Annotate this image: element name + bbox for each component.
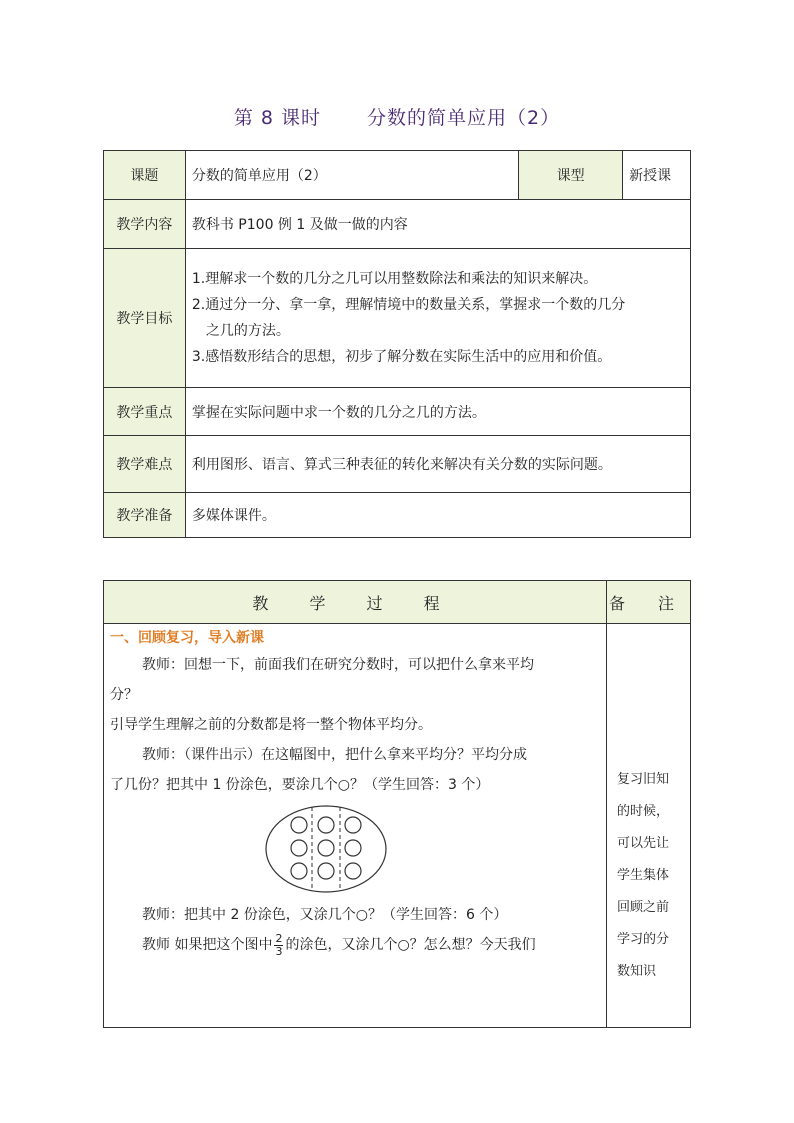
- key-label: 教学重点: [104, 388, 186, 436]
- difficulty-value: 利用图形、语言、算式三种表征的转化来解决有关分数的实际问题。: [185, 436, 690, 493]
- circle-group: [291, 817, 361, 879]
- note-line-1: 复习旧知: [617, 772, 670, 787]
- para-5-after: 的涂色，又涂几个○？怎么想？今天我们: [285, 937, 536, 953]
- type-label: 课型: [519, 151, 623, 200]
- row-key: [104, 388, 691, 436]
- para-3b: 了几份？把其中 1 份涂色，要涂几个○？（学生回答：3 个）: [110, 777, 490, 793]
- para-2: 引导学生理解之前的分数都是将一整个物体平均分。: [110, 717, 432, 733]
- note-line-5: 回顾之前: [617, 900, 670, 915]
- note-line-3: 可以先让: [617, 836, 670, 851]
- para-1b: 分？: [110, 687, 138, 703]
- difficulty-label: 教学难点: [104, 436, 186, 493]
- para-5-before: 教师 如果把这个图中: [142, 937, 273, 953]
- section-heading: 一、回顾复习，导入新课: [110, 630, 264, 646]
- para-3a: 教师：（课件出示）在这幅图中，把什么拿来平均分？平均分成: [142, 747, 527, 763]
- circles-figure: [110, 800, 600, 900]
- row-content: [104, 200, 691, 249]
- goal-3: 3.感悟数形结合的思想，初步了解分数在实际生活中的应用和价值。: [191, 349, 612, 365]
- prep-label: 教学准备: [104, 493, 186, 538]
- teaching-process-table: [103, 580, 691, 1028]
- topic-label: 课题: [104, 151, 186, 200]
- row-goals: [104, 249, 691, 388]
- lesson-number: 第 8 课时: [233, 107, 322, 129]
- prep-value: 多媒体课件。: [185, 493, 690, 538]
- para-1a: 教师：回想一下，前面我们在研究分数时，可以把什么拿来平均: [142, 657, 534, 673]
- content-value: 教科书 P100 例 1 及做一做的内容: [185, 200, 690, 249]
- lesson-info-table: [103, 150, 691, 538]
- note-line-7: 数知识: [617, 964, 657, 979]
- page-title: [0, 103, 794, 130]
- note-line-6: 学习的分: [617, 932, 670, 947]
- circle-diagram: [110, 800, 600, 900]
- process-content: [104, 624, 607, 1028]
- note-line-4: 学生集体: [617, 868, 670, 883]
- note-header: 备 注: [607, 581, 691, 624]
- para-5: [110, 930, 600, 960]
- goals-value: [185, 249, 690, 388]
- content-label: 教学内容: [104, 200, 186, 249]
- goals-label: 教学目标: [104, 249, 186, 388]
- key-value: 掌握在实际问题中求一个数的几分之几的方法。: [185, 388, 690, 436]
- row-topic: [104, 151, 691, 200]
- notes-column: [607, 624, 691, 1028]
- fraction-denominator: 3: [275, 944, 283, 958]
- goal-1: 1.理解求一个数的几分之几可以用整数除法和乘法的知识来解决。: [191, 271, 598, 287]
- process-header: 教 学 过 程: [104, 581, 607, 624]
- para-4: 教师：把其中 2 份涂色，又涂几个○？（学生回答：6 个）: [142, 907, 508, 923]
- fraction-two-thirds: [274, 933, 283, 958]
- process-body-row: [104, 624, 691, 1028]
- goal-2: 2.通过分一分、拿一拿，理解情境中的数量关系，掌握求一个数的几分: [191, 297, 626, 313]
- process-header-row: [104, 581, 691, 624]
- goal-2-cont: 之几的方法。: [205, 323, 290, 339]
- note-line-2: 的时候，: [617, 804, 670, 819]
- lesson-topic: 分数的简单应用（2）: [367, 107, 561, 129]
- topic-value: 分数的简单应用（2）: [185, 151, 518, 200]
- fraction-numerator: 2: [275, 931, 283, 945]
- row-prep: [104, 493, 691, 538]
- row-difficulty: [104, 436, 691, 493]
- type-value: 新授课: [623, 151, 691, 200]
